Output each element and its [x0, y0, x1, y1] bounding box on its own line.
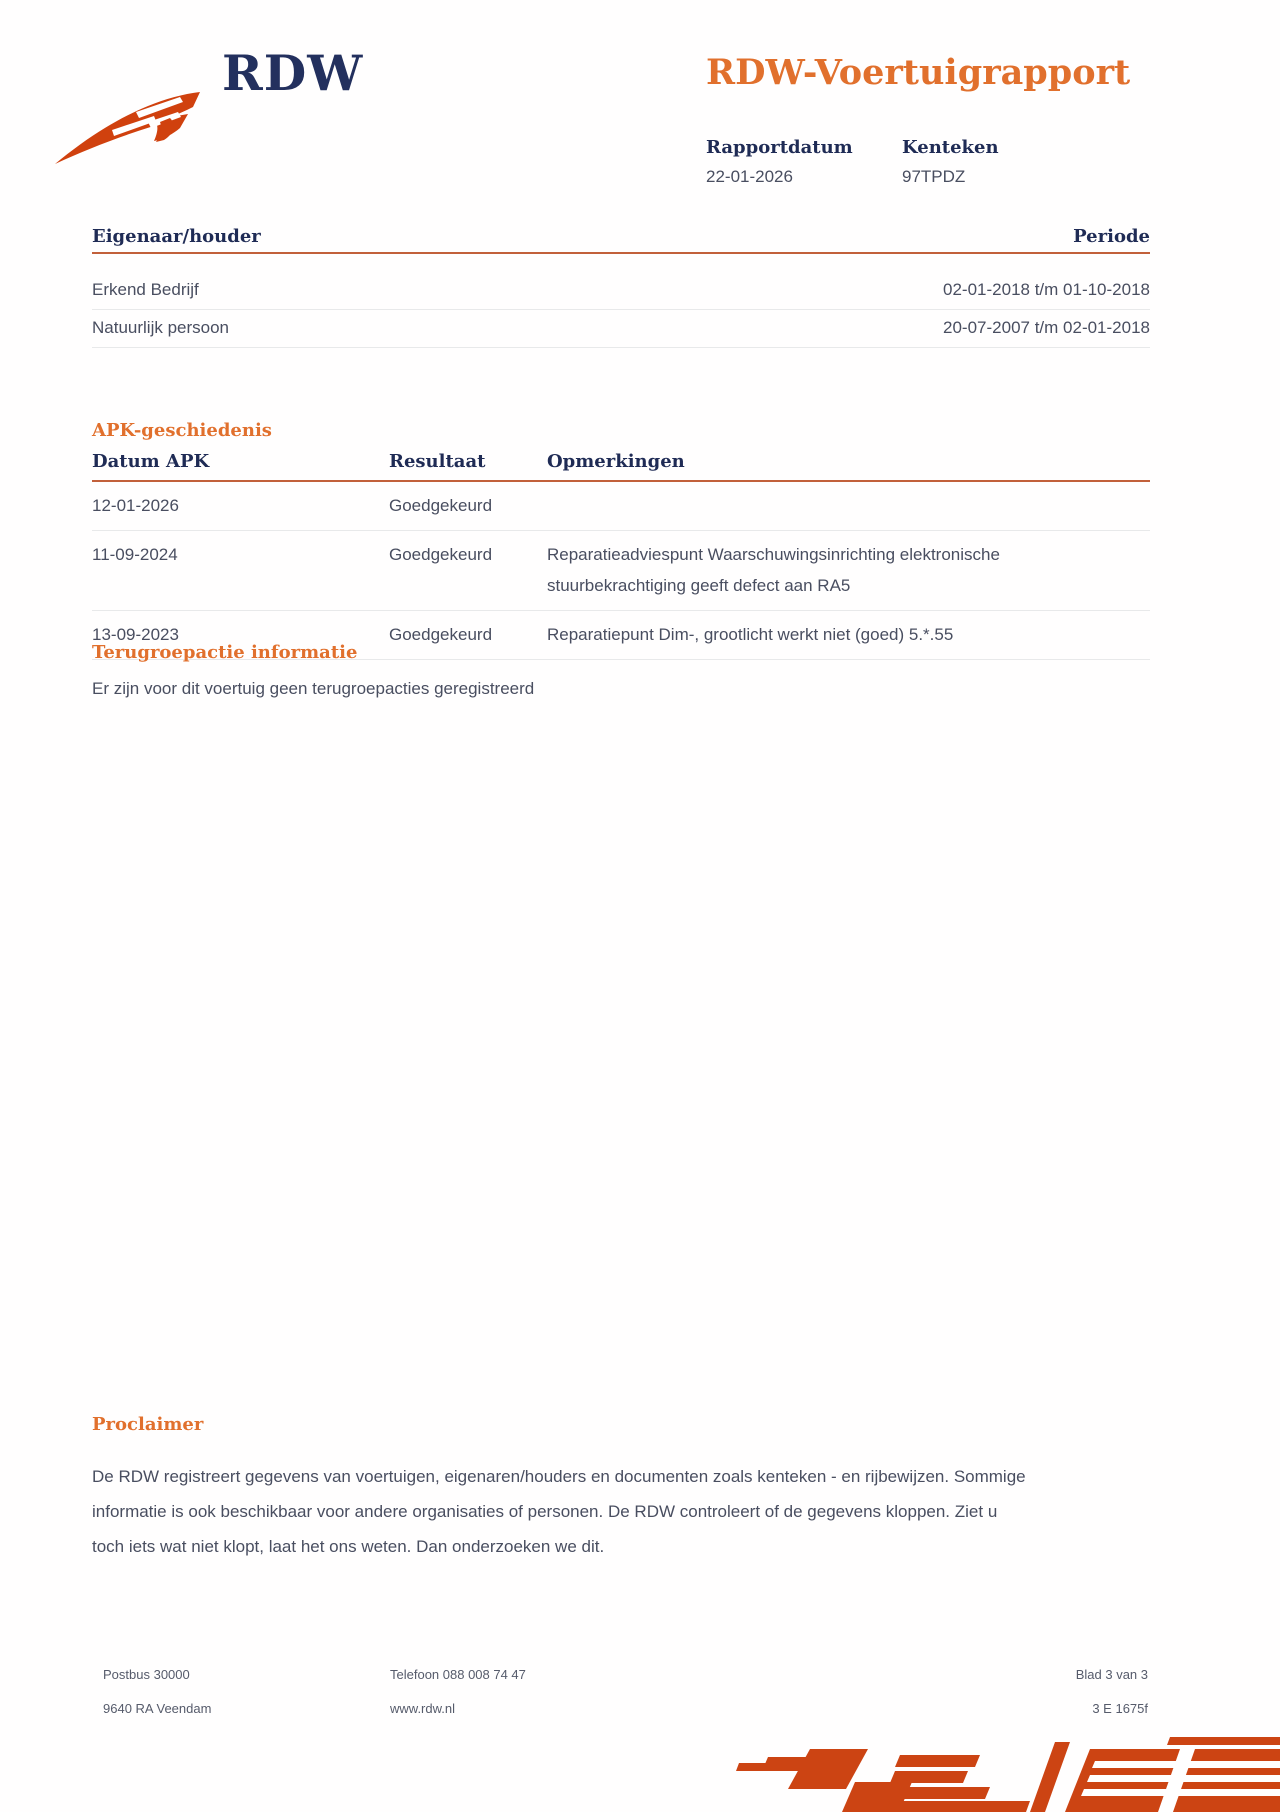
footer-contact — [390, 1658, 526, 1726]
page-title: RDW-Voertuigrapport — [706, 52, 1131, 93]
report-date-label: Rapportdatum — [706, 137, 853, 158]
footer-address — [103, 1658, 211, 1726]
apk-history-section — [92, 420, 1150, 660]
recall-info-section — [92, 642, 1150, 699]
footer-doc-code: 3 E 1675f — [1092, 1701, 1148, 1716]
footer-page-info — [850, 1658, 1148, 1726]
proclaimer-heading: Proclaimer — [92, 1414, 204, 1435]
apk-date: 11-09-2024 — [92, 545, 178, 564]
report-date-value: 22-01-2026 — [706, 167, 793, 186]
apk-section-heading: APK-geschiedenis — [92, 420, 272, 441]
apk-table-row — [92, 531, 1150, 611]
owner-section-rule — [92, 252, 1150, 254]
rdw-logo-swoosh-icon — [52, 78, 204, 166]
footer-phone: Telefoon 088 008 74 47 — [390, 1667, 526, 1682]
owner-section-header — [92, 226, 1150, 247]
footer-postbus: Postbus 30000 — [103, 1667, 190, 1682]
apk-remark: Reparatiepunt Dim-, grootlicht werkt niet (goed) 5.*.55 — [547, 625, 954, 644]
apk-result: Goedgekeurd — [389, 625, 493, 644]
recall-section-body: Er zijn voor dit voertuig geen terugroepacties geregistreerd — [92, 679, 535, 698]
owner-row — [92, 272, 1150, 310]
apk-col-date: Datum APK — [92, 451, 210, 472]
rdw-stripes-graphic — [650, 1737, 1280, 1812]
footer-website: www.rdw.nl — [390, 1701, 456, 1716]
recall-section-heading: Terugroepactie informatie — [92, 642, 358, 663]
apk-date: 12-01-2026 — [92, 496, 179, 515]
apk-table-header — [92, 451, 1150, 482]
owner-period: 20-07-2007 t/m 02-01-2018 — [943, 318, 1150, 337]
owner-row — [92, 310, 1150, 348]
proclaimer-section — [92, 1414, 1092, 1564]
owner-heading: Eigenaar/houder — [92, 226, 261, 247]
period-heading: Periode — [1073, 226, 1150, 247]
proclaimer-body: De RDW registreert gegevens van voertuigen, eigenaren/houders en documenten zoals kenteken - en rijbewijzen. Sommige informatie is ook beschikbaar voor andere organisaties of personen. De RDW controleert of de gegevens kloppen. Ziet u toch iets wat niet klopt, laat het ons weten. Dan onderzoeken we dit. — [92, 1467, 1026, 1556]
footer-page-indicator: Blad 3 van 3 — [1075, 1667, 1148, 1682]
rdw-logo-wordmark: RDW — [222, 44, 364, 102]
apk-result: Goedgekeurd — [389, 545, 493, 564]
footer-city: 9640 RA Veendam — [103, 1701, 212, 1716]
license-plate-label: Kenteken — [902, 137, 999, 158]
license-plate-value: 97TPDZ — [902, 167, 966, 186]
apk-table-row — [92, 482, 1150, 531]
apk-remark: Reparatieadviespunt Waarschuwingsinrichting elektronische stuurbekrachtiging geeft defect aan RA5 — [547, 545, 1000, 595]
owner-table — [92, 272, 1150, 348]
apk-col-result: Resultaat — [389, 451, 486, 472]
apk-date: 13-09-2023 — [92, 625, 179, 644]
apk-result: Goedgekeurd — [389, 496, 493, 515]
owner-name: Natuurlijk persoon — [92, 318, 230, 337]
owner-name: Erkend Bedrijf — [92, 280, 199, 299]
owner-period: 02-01-2018 t/m 01-10-2018 — [943, 280, 1150, 299]
apk-remark — [547, 490, 1112, 521]
apk-col-remarks: Opmerkingen — [547, 451, 685, 472]
